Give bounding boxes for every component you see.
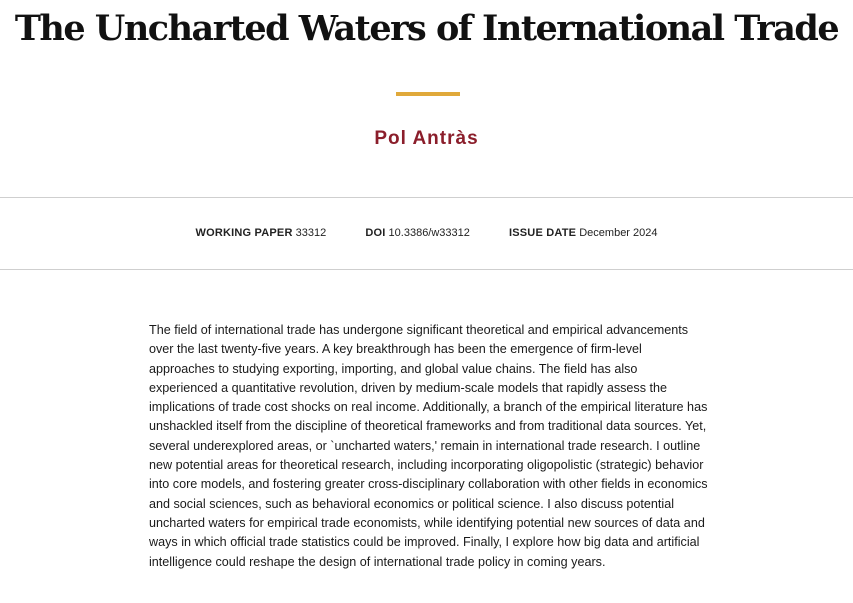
doi [365, 227, 470, 239]
title-accent-divider [396, 92, 460, 96]
abstract-text: The field of international trade has undergone significant theoretical and empirical advancements over the last twenty-five years. A key breakthrough has been the emergence of firm-level approaches to studying exporting, importing, and global value chains. The field has also experienced a quantitative revolution, driven by medium-scale models that rapidly assess the implications of trade cost shocks on real income. Additionally, a branch of the empirical literature has unshackled itself from the discipline of theoretical frameworks and from traditional data sources. Yet, several underexplored areas, or `uncharted waters,' remain in international trade research. I outline new potential areas for theoretical research, including incorporating oligopolistic (strategic) behavior into core models, and fostering greater cross-disciplinary collaboration with other fields in economics and social sciences, such as behavioral economics or political science. I also discuss potential uncharted waters for empirical trade economists, while identifying potential new sources of data and ways in which official trade statistics could be improved. Finally, I explore how big data and artificial intelligence could reshape the design of international trade policy in coming years. [149, 323, 708, 569]
issue-date-value: December 2024 [579, 227, 658, 239]
working-paper-label: WORKING PAPER [195, 227, 293, 239]
working-paper-number [195, 227, 326, 239]
working-paper-value: 33312 [295, 227, 327, 239]
issue-date [509, 227, 658, 239]
metadata-row [0, 227, 853, 239]
issue-date-label: ISSUE DATE [508, 227, 577, 239]
author-link[interactable]: Pol Antràs [374, 128, 479, 149]
doi-value[interactable]: 10.3386/w33312 [388, 227, 470, 239]
paper-metadata-bar [0, 197, 853, 270]
doi-label: DOI [365, 227, 386, 239]
paper-title: The Uncharted Waters of International Trade [14, 8, 839, 49]
